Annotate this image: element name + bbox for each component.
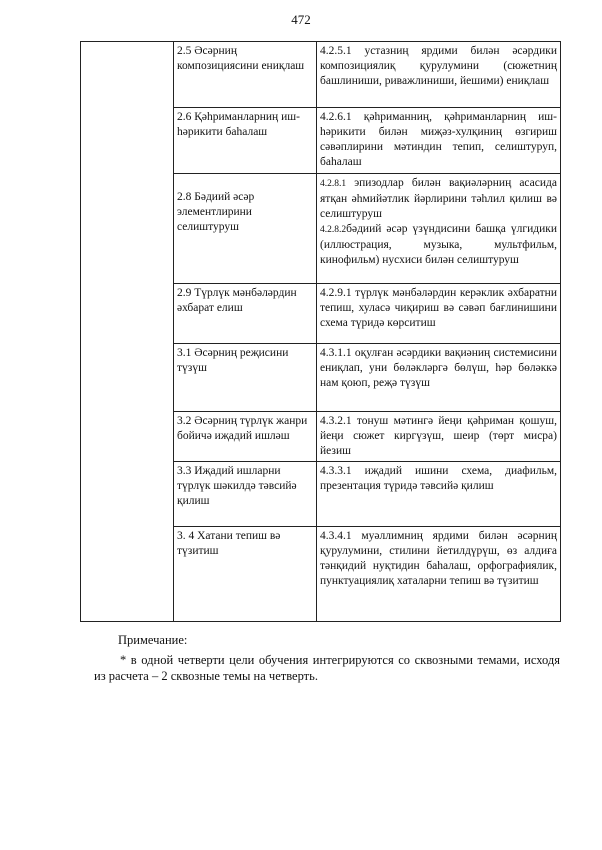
skill-cell: 2.8 Бәдиий әсәр элементлирини селиштуруш	[174, 174, 317, 284]
skill-cell: 2.6 Қәһриманларниң иш-һәрикити баһалаш	[174, 108, 317, 174]
page-number: 472	[291, 12, 311, 27]
objective-cell: 4.3.4.1 муәллимниң ярдими билән әсәрниң қурулумини, стилини йетилдүрүш, өз алдиға тәнқидий нуқтидин баһалаш, орфографиялик, пунктуациялиқ хаталарни тепиш вә түзитиш	[317, 527, 561, 622]
objective-text: бәдиий әсәр үзүндисини башқа үлгидики (иллюстрация, музыка, мультфильм, кинофильм) нусхиси билән селиштуруш	[320, 223, 557, 266]
skill-cell: 2.9 Түрлүк мәнбәләрдин әхбарат елиш	[174, 284, 317, 344]
skill-cell: 3. 4 Хатани тепиш вә түзитиш	[174, 527, 317, 622]
objective-cell: 4.3.3.1 иҗадий ишини схема, диафильм, презентация түридә тәвсийә қилиш	[317, 462, 561, 527]
objective-cell: 4.2.5.1 устазниң ярдими билән әсәрдики композициялиқ қурулумини (сюжетниң башлиниши, риважлиниши, йешими) ениқлаш	[317, 42, 561, 108]
objective-cell	[317, 174, 561, 284]
skill-cell: 2.5 Әсәрниң композициясини ениқлаш	[174, 42, 317, 108]
skill-cell: 3.2 Әсәрниң түрлүк жанри бойичә иҗадий ишләш	[174, 412, 317, 462]
objective-id: 4.2.8.1	[320, 179, 347, 189]
skill-cell: 3.1 Әсәрниң реҗисини түзүш	[174, 344, 317, 412]
objective-cell: 4.2.9.1 түрлүк мәнбәләрдин керәклик әхбаратни тепиш, хуласә чиқириш вә сәвәп бағлинишини схема түридә көрситиш	[317, 284, 561, 344]
note-text: * в одной четверти цели обучения интегрируются со сквозными темами, исходя из расчета – 2 сквозные темы на четверть.	[94, 653, 560, 683]
objective-cell: 4.2.6.1 қәһриманниң, қәһриманларниң иш-һәрикити билән миҗәз-хулқиниң өзгириш сәвәплирини мәтиндин тепип, селиштуруп, баһалаш	[317, 108, 561, 174]
note-title: Примечание:	[118, 633, 188, 647]
objective-cell: 4.3.2.1 тонуш мәтингә йеңи қәһриман қошуш, йеңи сюжет киргүзүш, шеир (төрт мисра) йезиш	[317, 412, 561, 462]
objective-text: эпизодлар билән вақиәләрниң асасида ятқан әһмийәтлик йәрлирини тәһлил қилиш вә селиштуруш	[320, 177, 557, 220]
skill-cell: 3.3 Иҗадий ишларни түрлүк шәкилдә тәвсийә қилиш	[174, 462, 317, 527]
curriculum-table	[80, 41, 561, 622]
objective-id: 4.2.8.2	[320, 225, 347, 235]
table-row	[81, 42, 561, 108]
objective-cell: 4.3.1.1 оқулған әсәрдики вақиәниң системисини ениқлап, уни бөләкләргә бөлүш, һәр бөләккә нам қоюп, реҗә түзүш	[317, 344, 561, 412]
section-cell	[81, 42, 174, 622]
